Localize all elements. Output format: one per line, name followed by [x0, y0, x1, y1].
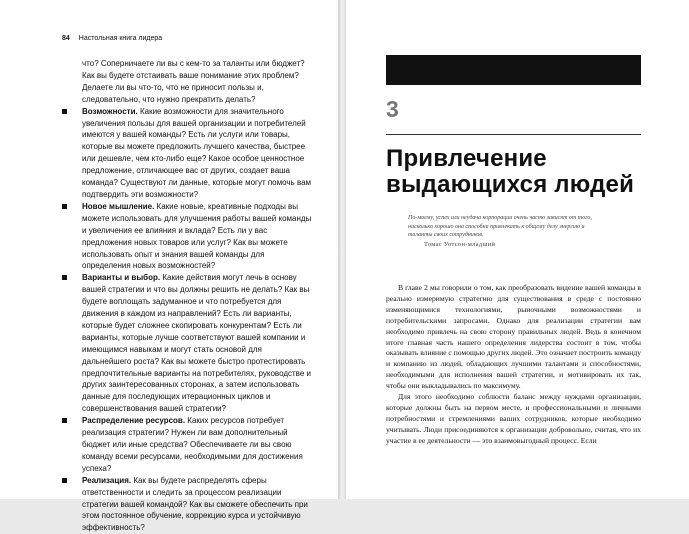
list-item — [62, 201, 312, 272]
epigraph-author: Томас Уотсон-младший — [424, 241, 496, 248]
list-item-text: Каких ресурсов потребует реализация стратегии? Нужен ли вам дополнительный бюджет или иные средства? Обеспечиваете ли вы свою команду всеми ресурсами, необходимыми для достижения успеха? — [82, 416, 303, 473]
square-bullet-icon — [62, 418, 67, 423]
list-item-term: Реализация. — [82, 475, 132, 485]
square-bullet-icon — [62, 204, 67, 209]
question-list — [62, 106, 312, 534]
chapter-black-bar — [386, 55, 641, 85]
list-item-text: Какие действия могут лечь в основу вашей стратегии и что вы должны решить не делать? Как вы будете воплощать задуманное и что потребуется для движения в каждом из направлений? Есть ли варианты, которые будет сложнее скопировать конкурентам? Есть ли варианты, которые лучше соответствуют вашей компании и имеющимся навыкам и могут стать основой для дальнейшего роста? Как вы можете быстро протестировать предпочтительные варианты на потребителях, руководстве и других заинтересованных сторонах, а затем использовать данные для последующих итерационных циклов и совершенствования вашей стратегии? — [82, 273, 311, 414]
chapter-title-line-2: выдающихся людей — [386, 171, 635, 198]
chapter-title — [386, 146, 634, 198]
list-item-term: Распределение ресурсов. — [82, 416, 186, 426]
left-page — [0, 0, 338, 533]
list-item-term: Возможности. — [82, 106, 138, 116]
book-spine — [338, 0, 346, 499]
right-page — [346, 0, 689, 499]
body-paragraph-1: В главе 2 мы говорили о том, как преобразовать видение вашей команды в реально измеримую стратегию для существования в среде с постоянно изменяющимися технологиями, рыночными возможностями и потребительскими запросами. Однако для реализации стратегии вам необходимо привлечь на свою сторону правильных людей. Ведь в конечном итоге главная часть нашего определения лидерства состоит в том, чтобы оказывать влияние с помощью других людей. Это означает построить команду и компанию из людей, обладающих лучшими талантами и способностями, необходимыми для исполнения вашей стратегии, и мотивировать их так, чтобы они выкладывались по максимуму. — [386, 283, 641, 391]
list-item-term: Новое мышление. — [82, 201, 155, 211]
list-item — [62, 272, 312, 415]
body-paragraph-2: Для этого необходимо соблюсти баланс между нуждами организации, которые должны быть на первом месте, и профессиональными и личными потребностями и стремлениями ваших сотрудников, которые необходимо учитывать. Люди присоединяются к организации добровольно, считая, что их участие в ее деятельности — это взаимовыгодный процесс. Если — [386, 392, 641, 445]
chapter-title-line-1: Привлечение — [386, 145, 547, 172]
square-bullet-icon — [62, 275, 67, 280]
square-bullet-icon — [62, 109, 67, 114]
list-item-text: Какие возможности для значительного увеличения пользы для вашей организации и потребителей имеются у вашей команды? Есть ли услуги или товары, которые вы можете предложить лучшего качества, быстрее или дешевле, чем кто-либо еще? Какое особое ценностное предложение, отличающее вас от других, создает ваша команда? Существуют ли данные, которые могут помочь вам подтвердить эти возможности? — [82, 106, 312, 199]
list-item — [62, 415, 312, 475]
right-body-text — [386, 283, 641, 447]
list-item-term: Варианты и выбор. — [82, 273, 161, 283]
left-body-text — [62, 58, 312, 534]
list-item-text: Как вы будете распределять сферы ответственности и следить за процессом реализации стратегии вашей командой? Как вы сможете обеспечить при этом постоянное обучение, коррекцию курса и устойчивую эффективность? — [82, 475, 308, 533]
running-header — [62, 35, 162, 42]
epigraph-quote: По-моему, успех или неудача корпорации очень часто зависят от того, насколько хорошо она способна привлекать к общему делу энергию и таланты своих сотрудников. — [408, 215, 592, 239]
intro-paragraph: что? Соперничаете ли вы с кем-то за таланты или бюджет? Как вы будете отстаивать ваше понимание этих проблем? Делаете ли вы что-то, что не приносит пользы и, следовательно, что нужно прекратить делать? — [82, 59, 305, 104]
page-number: 84 — [62, 35, 70, 42]
list-item — [62, 106, 312, 201]
square-bullet-icon — [62, 478, 67, 483]
chapter-number: 3 — [386, 96, 399, 122]
list-item — [62, 475, 312, 534]
running-head-title: Настольная книга лидера — [78, 35, 163, 42]
chapter-divider — [386, 134, 641, 135]
list-item-text: Какие новые, креативные подходы вы можете использовать для улучшения работы вашей команды и увеличения ее влияния и вклада? Есть ли у вас предложения новых товаров или услуг? Как вы можете использовать опыт и знания вашей команды для определения новых возможностей? — [82, 201, 312, 271]
